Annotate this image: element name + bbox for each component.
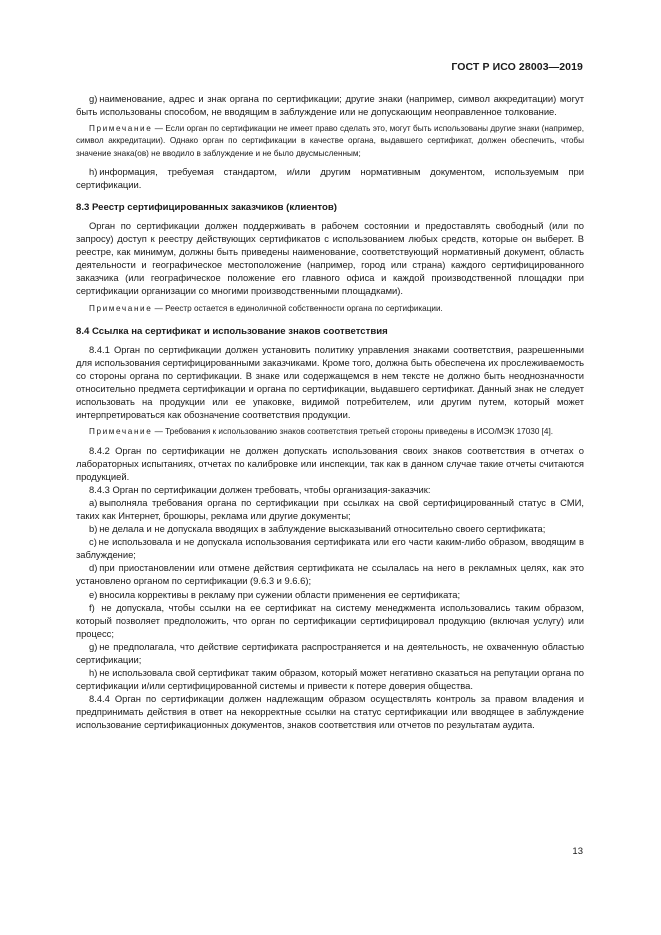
list-item-f: f) не допускала, чтобы ссылки на ее сертификат на систему менеджмента использовались таким образом, который позволяет предположить, что орган по сертификации сертифицировал продукцию (включая услугу) или процесс; (76, 601, 584, 639)
note-label: Примечание (89, 427, 153, 437)
note-text: — Реестр остается в единоличной собственности органа по сертификации. (152, 303, 443, 313)
note-text: — Требования к использованию знаков соответствия третьей стороны приведены в ИСО/МЭК 17030 [4]. (152, 427, 554, 437)
page-number: 13 (572, 846, 583, 857)
paragraph-8-4-3: 8.4.3 Орган по сертификации должен требовать, чтобы организация-заказчик: (89, 483, 431, 495)
list-item-b: b) не делала и не допускала вводящих в заблуждение высказываний относительно своего сертификата; (89, 523, 546, 535)
note-label: Примечание (89, 303, 153, 313)
paragraph-item-h: h) информация, требуемая стандартом, и/или другим нормативным документом, используемым при сертификации. (76, 165, 584, 190)
list-item-e: e) вносила коррективы в рекламу при сужении области применения ее сертификата; (89, 588, 461, 600)
paragraph-8-3: Орган по сертификации должен поддерживать в рабочем состоянии и предоставлять свободный (или по запросу) доступ к реестру действующих сертификатов с использованием любых средств, которые он выберет. В реестре, как минимум, должны быть приведены наименование, соответствующий нормативный документ, область деятельности и географическое местоположение (например, город или страна) каждого сертифицированного заказчика (или географическое положение его главного офиса и каждой производственной площадки при сертификации организации со многими производственными площадками). (76, 219, 584, 297)
page-body (76, 92, 584, 732)
section-heading-8-3: 8.3 Реестр сертифицированных заказчиков (клиентов) (76, 201, 337, 213)
note-1 (76, 123, 584, 160)
list-item-d: d) при приостановлении или отмене действия сертификата не ссылалась на него в рекламных целях, как это установлено органом по сертификации (9.6.3 и 9.6.6); (76, 562, 584, 587)
note-text: — Если орган по сертификации не имеет право сделать это, могут быть использованы другие знаки (например, символ аккредитации). Однако орган по сертификации в качестве органа, выдавшего сертификат, должен обеспечить, чтобы значение знака(ов) не вводило в заблуждение и не было двусмысленным; (76, 124, 584, 158)
paragraph-8-4-2: 8.4.2 Орган по сертификации не должен допускать использования своих знаков соответствия в отчетах о лабораторных испытаниях, отчетах по калибровке или инспекции, так как в данном случае такие отчеты считаются продукцией. (76, 444, 584, 482)
note-2 (76, 303, 584, 315)
list-item-c: c) не использовала и не допускала использования сертификата или его части каким-либо образом, вводящим в заблуждение; (76, 536, 584, 561)
note-3 (76, 426, 584, 438)
list-item-a: a) выполняла требования органа по сертификации при ссылках на свой сертифицированный статус в СМИ, таких как Интернет, брошюры, реклама или другие документы; (76, 496, 584, 521)
document-header: ГОСТ Р ИСО 28003—2019 (451, 61, 583, 73)
paragraph-8-4-4: 8.4.4 Орган по сертификации должен надлежащим образом осуществлять контроль за правом владения и предпринимать действия в ответ на некорректные ссылки на статус сертификации или вводящее в заблуждение использование сертификационных документов, знаков соответствия или отчетов по результатам аудита. (76, 693, 584, 731)
paragraph-8-4-1: 8.4.1 Орган по сертификации должен установить политику управления знаками соответствия, разрешенными для использования сертифицированными заказчиками. Кроме того, должна быть обеспечена их прослеживаемость со стороны органа по сертификации. В знаке или содержащемся в нем тексте не должно быть неоднозначности относительно предмета сертификации и органа по сертификации, выдавшего сертификат. Данный знак не следует использовать на продукции или ее упаковке, видимой потребителем, или другим путем, который может интерпретироваться как обозначение соответствия продукции. (76, 343, 584, 421)
paragraph-item-g: g) наименование, адрес и знак органа по сертификации; другие знаки (например, символ аккредитации) могут быть использованы способом, не вводящим в заблуждение или не допускающим неоправленное толкование. (76, 93, 584, 118)
list-item-g: g) не предполагала, что действие сертификата распространяется и на деятельность, не охваченную областью сертификации; (76, 640, 584, 666)
section-heading-8-4: 8.4 Ссылка на сертификат и использование знаков соответствия (76, 325, 388, 337)
list-item-h: h) не использовала свой сертификат таким образом, который может негативно сказаться на репутации органа по сертификации и/или сертифицированной системы и привести к потере доверия общества. (76, 667, 584, 692)
note-label: Примечание (89, 124, 153, 134)
